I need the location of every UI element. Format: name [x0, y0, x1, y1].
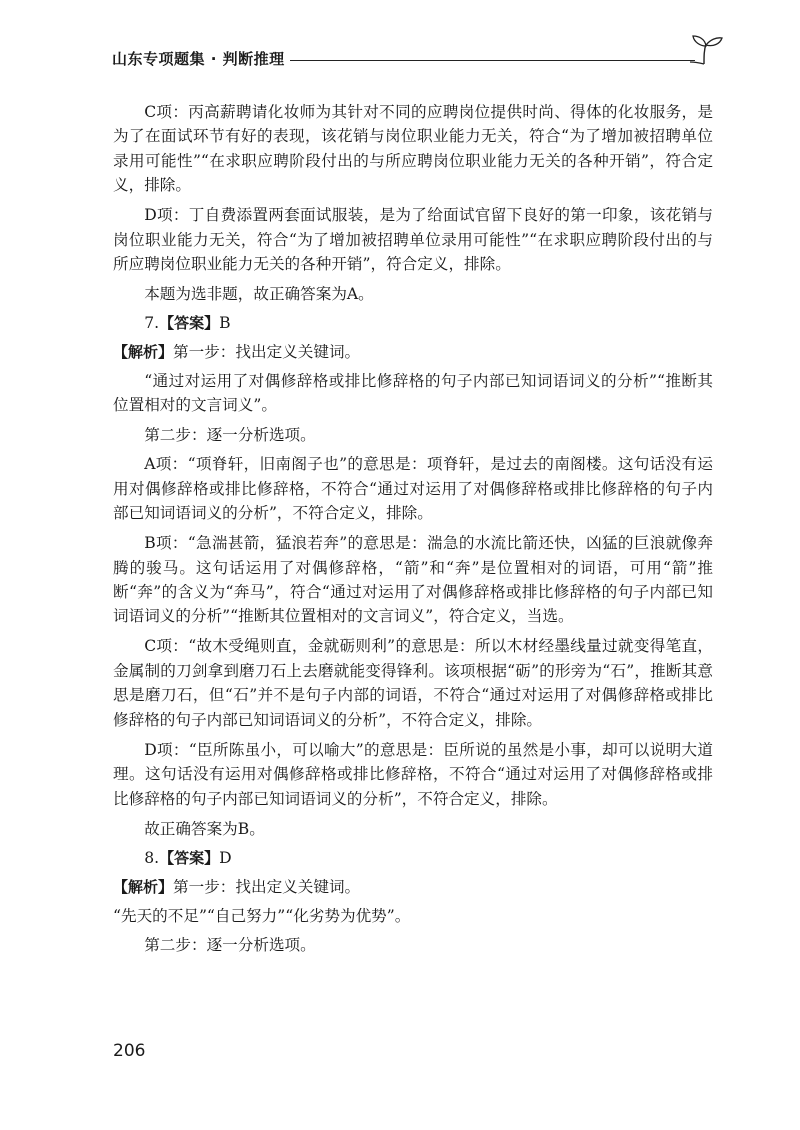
- header-title: 山东专项题集 · 判断推理: [112, 50, 285, 68]
- q8-answer-line: [113, 846, 713, 870]
- sprout-leaf-icon: [686, 32, 726, 66]
- q7-option-b: B项：“急湍甚箭，猛浪若奔”的意思是：湍急的水流比箭还快，凶猛的巨浪就像奔腾的骏马。这句话运用了对偶修辞格，“箭”和“奔”是位置相对的词语，可用“箭”推断“奔”的含义为“奔马”，符合“通过对运用了对偶修辞格或排比修辞格的句子内部已知词语词义的分析”“推断其位置相对的文言词义”，符合定义，当选。: [113, 534, 713, 626]
- option-d-paragraph: D项：丁自费添置两套面试服装，是为了给面试官留下良好的第一印象，该花销与岗位职业能力无关，符合“为了增加被招聘单位录用可能性”“在求职应聘阶段付出的与所应聘岗位职业能力无关的各种开销”，符合定义，排除。: [113, 206, 713, 274]
- q8-keywords: “先天的不足”“自己努力”“化劣势为优势”。: [113, 906, 411, 925]
- q8-analysis-tag: 【解析】: [113, 877, 174, 896]
- page-header: [112, 46, 722, 74]
- q7-option-a: A项：“项脊轩，旧南阁子也”的意思是：项脊轩，是过去的南阁楼。这句话没有运用对偶修辞格或排比修辞格，不符合“通过对运用了对偶修辞格或排比修辞格的句子内部已知词语词义的分析”，不符合定义，排除。: [113, 455, 713, 523]
- q7-keywords: “通过对运用了对偶修辞格或排比修辞格的句子内部已知词语词义的分析”“推断其位置相对的文言词义”。: [113, 372, 713, 415]
- q8-analysis-line: [113, 875, 713, 899]
- q8-answer-tag: 【答案】: [159, 848, 220, 867]
- q7-conclusion: 故正确答案为B。: [144, 819, 265, 838]
- option-c-paragraph: C项：丙高薪聘请化妆师为其针对不同的应聘岗位提供时尚、得体的化妆服务，是为了在面试环节有好的表现，该花销与岗位职业能力无关，符合“为了增加被招聘单位录用可能性”“在求职应聘阶段付出的与所应聘岗位职业能力无关的各种开销”，符合定义，排除。: [113, 103, 713, 195]
- conclusion-paragraph: 本题为选非题，故正确答案为A。: [144, 285, 374, 304]
- q8-step1: 第一步：找出定义关键词。: [173, 877, 361, 896]
- q7-answer-line: [113, 311, 713, 335]
- q8-number: 8.: [144, 848, 160, 867]
- q7-analysis-tag: 【解析】: [113, 343, 174, 362]
- page-number: 206: [113, 1041, 146, 1061]
- q7-analysis-line: [113, 340, 713, 364]
- q7-answer: B: [219, 314, 231, 333]
- q7-step1: 第一步：找出定义关键词。: [173, 343, 361, 362]
- q7-step2: 第二步：逐一分析选项。: [144, 426, 316, 445]
- q8-answer: D: [219, 848, 232, 867]
- q7-option-c: C项：“故木受绳则直，金就砺则利”的意思是：所以木材经墨线量过就变得笔直，金属制的刀剑拿到磨刀石上去磨就能变得锋利。该项根据“砺”的形旁为“石”，推断其意思是磨刀石，但“石”并不是句子内部的词语，不符合“通过对运用了对偶修辞格或排比修辞格的句子内部已知词语词义的分析”，不符合定义，排除。: [113, 637, 713, 729]
- header-rule: [290, 60, 695, 61]
- q7-option-d: D项：“臣所陈虽小，可以喻大”的意思是：臣所说的虽然是小事，却可以说明大道理。这句话没有运用对偶修辞格或排比修辞格，不符合“通过对运用了对偶修辞格或排比修辞格的句子内部已知词语词义的分析”，不符合定义，排除。: [113, 740, 713, 808]
- q7-number: 7.: [144, 314, 160, 333]
- page-content: [113, 100, 713, 962]
- q8-step2: 第二步：逐一分析选项。: [144, 935, 316, 954]
- q7-answer-tag: 【答案】: [159, 314, 220, 333]
